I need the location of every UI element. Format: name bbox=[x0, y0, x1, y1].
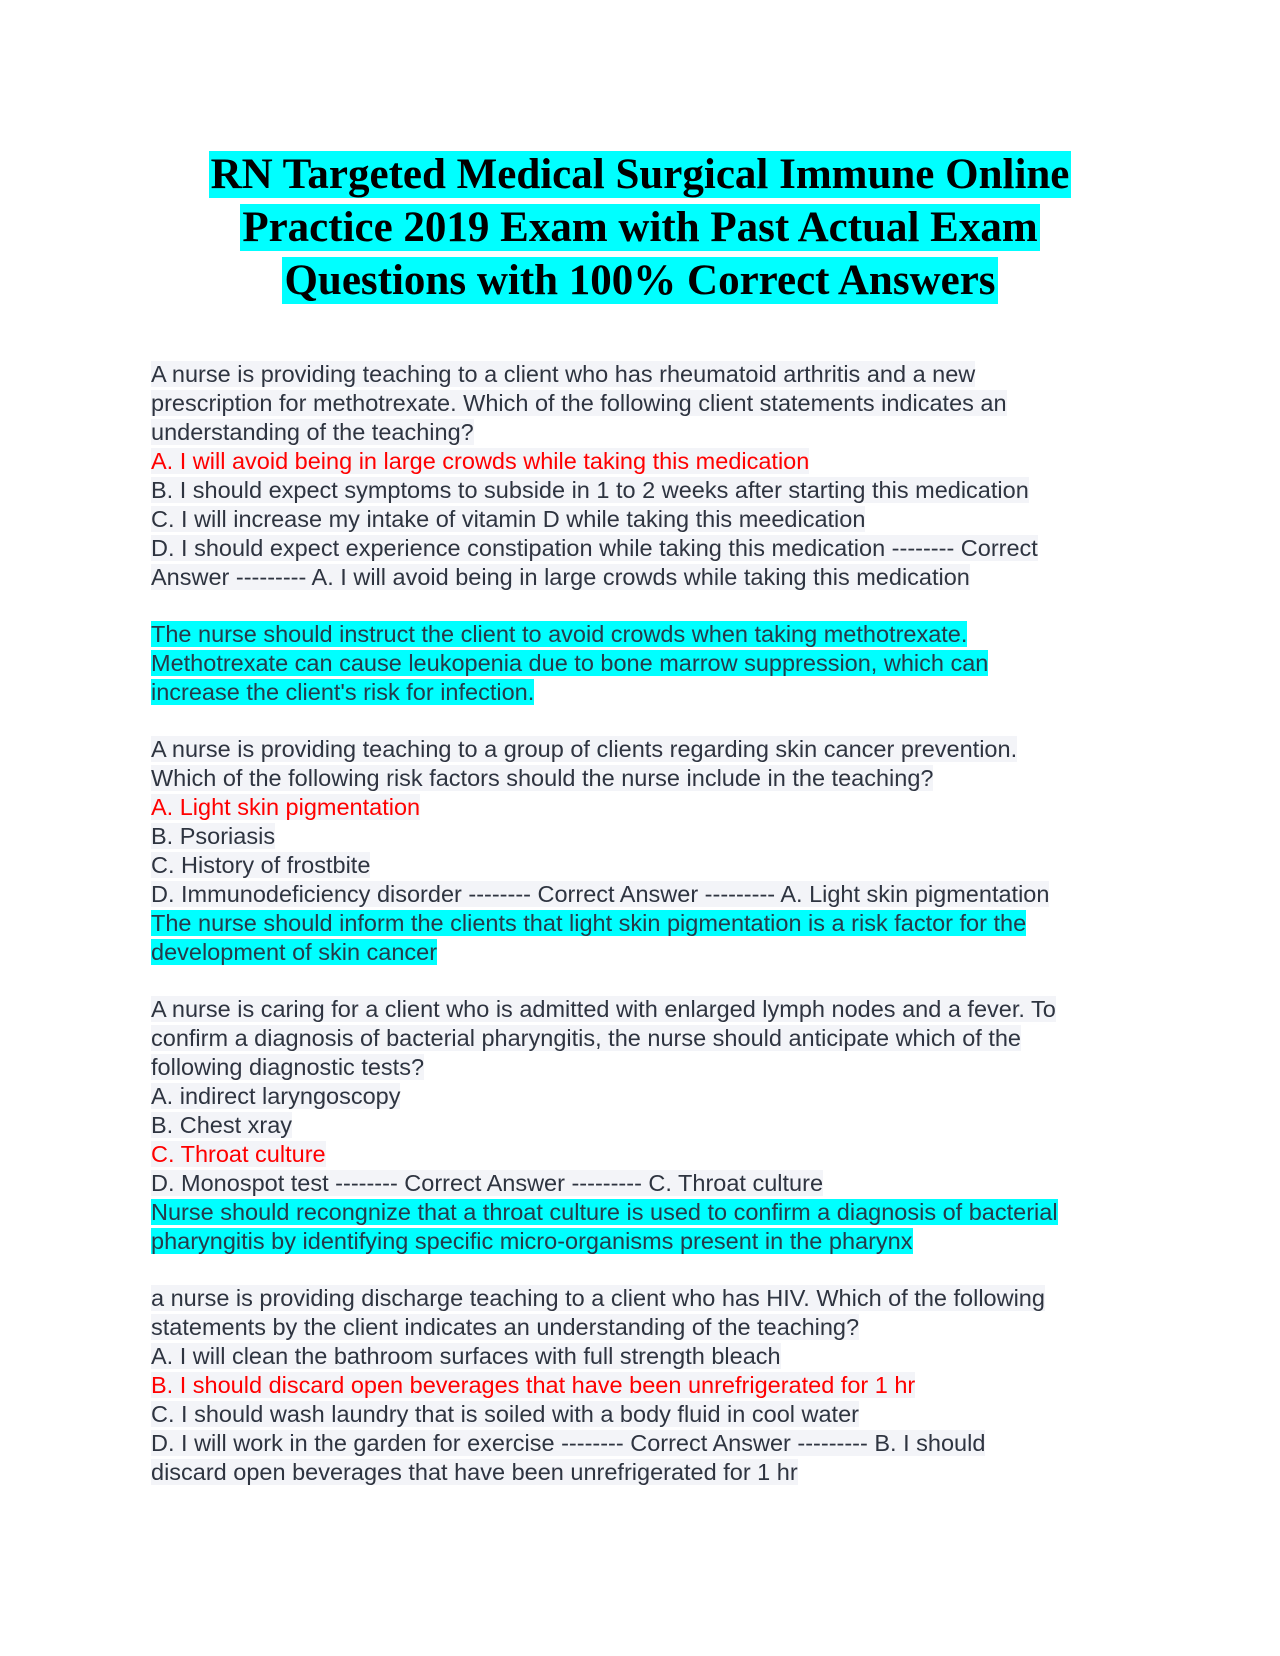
correct-answer-line: D. Monospot test -------- Correct Answer --------- C. Throat culture bbox=[151, 1170, 824, 1196]
rationale-line: development of skin cancer bbox=[151, 939, 438, 965]
correct-option: B. I should discard open beverages that have been unrefrigerated for 1 hr bbox=[151, 1372, 916, 1398]
answer-option: C. History of frostbite bbox=[151, 852, 371, 878]
title-line: Questions with 100% Correct Answers bbox=[284, 257, 996, 304]
document-body bbox=[151, 360, 1131, 1487]
rationale-line: pharyngitis by identifying specific micro-organisms present in the pharynx bbox=[151, 1228, 913, 1254]
correct-answer-line: D. Immunodeficiency disorder -------- Correct Answer --------- A. Light skin pigmentation bbox=[151, 881, 1050, 907]
answer-option: B. Psoriasis bbox=[151, 823, 276, 849]
correct-option: C. Throat culture bbox=[151, 1141, 326, 1167]
question-stem-line: A nurse is providing teaching to a group of clients regarding skin cancer prevention. bbox=[151, 736, 1018, 762]
answer-option: D. I should expect experience constipation while taking this medication -------- Correct bbox=[151, 535, 1038, 561]
document-title bbox=[0, 148, 1280, 307]
question-stem-line: confirm a diagnosis of bacterial pharyngitis, the nurse should anticipate which of the bbox=[151, 1025, 1021, 1051]
question-stem-line: following diagnostic tests? bbox=[151, 1054, 425, 1080]
rationale-line: The nurse should instruct the client to avoid crowds when taking methotrexate. bbox=[151, 621, 968, 647]
question-stem-line: Which of the following risk factors should the nurse include in the teaching? bbox=[151, 765, 934, 791]
question-stem-line: a nurse is providing discharge teaching to a client who has HIV. Which of the following bbox=[151, 1285, 1045, 1311]
answer-option: B. I should expect symptoms to subside in 1 to 2 weeks after starting this medication bbox=[151, 477, 1029, 503]
title-line: RN Targeted Medical Surgical Immune Online bbox=[210, 151, 1070, 198]
title-line: Practice 2019 Exam with Past Actual Exam bbox=[242, 204, 1038, 251]
question-block bbox=[151, 735, 1131, 967]
rationale-line: The nurse should inform the clients that light skin pigmentation is a risk factor for the bbox=[151, 910, 1027, 936]
question-block bbox=[151, 1284, 1131, 1487]
correct-answer-line: D. I will work in the garden for exercise -------- Correct Answer --------- B. I should bbox=[151, 1430, 986, 1456]
question-stem-line: A nurse is caring for a client who is admitted with enlarged lymph nodes and a fever. To bbox=[151, 996, 1056, 1022]
correct-option: A. Light skin pigmentation bbox=[151, 794, 421, 820]
question-stem-line: statements by the client indicates an understanding of the teaching? bbox=[151, 1314, 860, 1340]
answer-option: C. I will increase my intake of vitamin D while taking this meedication bbox=[151, 506, 866, 532]
question-block bbox=[151, 360, 1131, 707]
answer-option: A. I will clean the bathroom surfaces with full strength bleach bbox=[151, 1343, 781, 1369]
question-block bbox=[151, 995, 1131, 1256]
answer-option: A. indirect laryngoscopy bbox=[151, 1083, 401, 1109]
correct-option: A. I will avoid being in large crowds while taking this medication bbox=[151, 448, 810, 474]
rationale-line: Nurse should recongnize that a throat culture is used to confirm a diagnosis of bacterial bbox=[151, 1199, 1058, 1225]
question-stem-line: understanding of the teaching? bbox=[151, 419, 474, 445]
answer-option: C. I should wash laundry that is soiled with a body fluid in cool water bbox=[151, 1401, 859, 1427]
rationale-line: Methotrexate can cause leukopenia due to bone marrow suppression, which can bbox=[151, 650, 989, 676]
correct-answer-line: Answer --------- A. I will avoid being in large crowds while taking this medication bbox=[151, 564, 970, 590]
question-stem-line: prescription for methotrexate. Which of the following client statements indicates an bbox=[151, 390, 1007, 416]
answer-option: B. Chest xray bbox=[151, 1112, 293, 1138]
question-stem-line: A nurse is providing teaching to a client who has rheumatoid arthritis and a new bbox=[151, 361, 976, 387]
correct-answer-line: discard open beverages that have been unrefrigerated for 1 hr bbox=[151, 1459, 798, 1485]
rationale-line: increase the client's risk for infection. bbox=[151, 679, 535, 705]
